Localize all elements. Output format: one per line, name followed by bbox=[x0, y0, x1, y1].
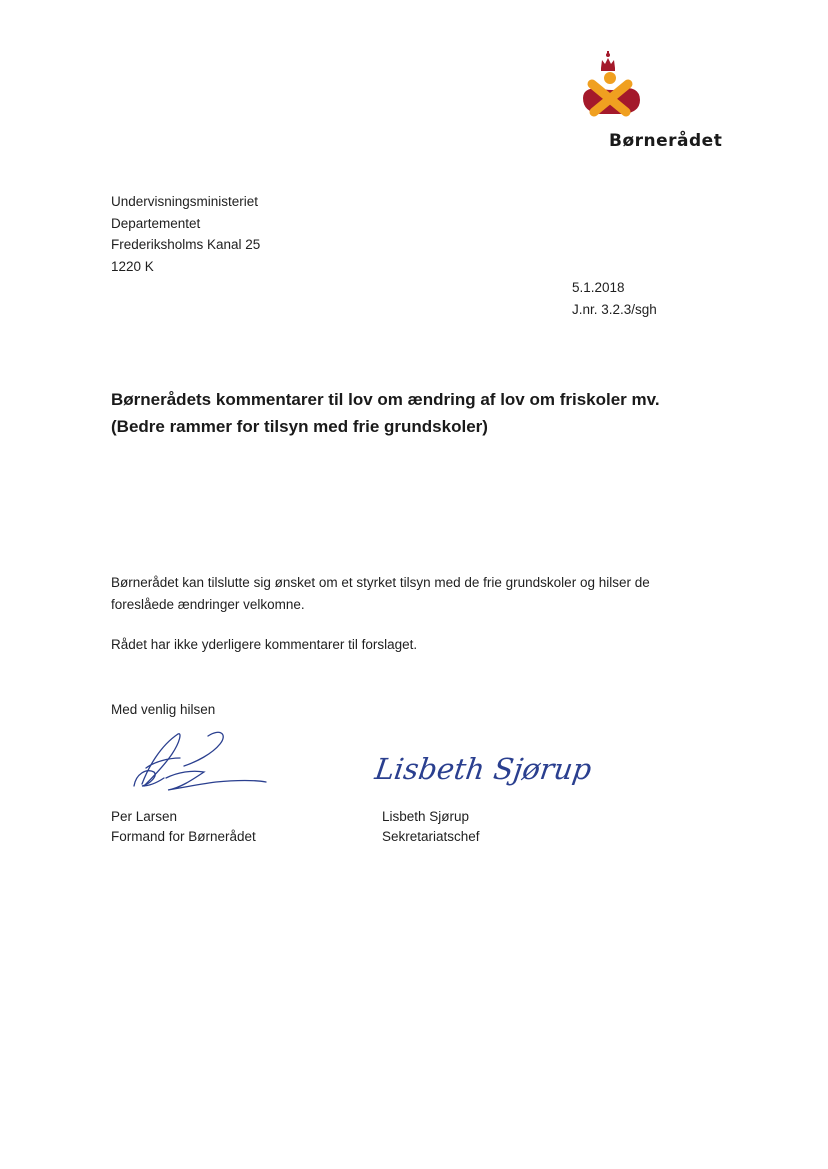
signer-name: Lisbeth Sjørup bbox=[382, 809, 470, 824]
body-paragraph-2: Rådet har ikke yderligere kommentarer til forslaget. bbox=[111, 637, 418, 652]
signer-lisbeth-sjorup bbox=[382, 807, 480, 847]
body-paragraph-1 bbox=[111, 572, 711, 616]
handwritten-signature-icon bbox=[120, 728, 280, 800]
crowned-child-logo-icon bbox=[578, 48, 648, 126]
body-line: Børnerådet kan tilslutte sig ønsket om et styrket tilsyn med de frie grundskoler og hilser de bbox=[111, 575, 650, 590]
address-line: Departementet bbox=[111, 215, 201, 231]
letter-heading bbox=[111, 386, 660, 440]
signer-per-larsen bbox=[111, 807, 256, 847]
heading-line-2: (Bedre rammer for tilsyn med frie grundskoler) bbox=[111, 417, 488, 436]
signer-name: Per Larsen bbox=[111, 809, 178, 824]
journal-number: J.nr. 3.2.3/sgh bbox=[572, 301, 657, 317]
body-line: foreslåede ændringer velkomne. bbox=[111, 597, 305, 612]
recipient-address bbox=[111, 191, 260, 277]
address-line: Undervisningsministeriet bbox=[111, 194, 259, 209]
signature-lisbeth-sjorup bbox=[372, 735, 594, 795]
organization-name: Børnerådet bbox=[609, 131, 723, 151]
signature-per-larsen bbox=[120, 728, 280, 800]
letter-body bbox=[111, 572, 711, 656]
signature-text: Lisbeth Sjørup bbox=[372, 752, 594, 786]
letter-date: 5.1.2018 bbox=[572, 280, 625, 295]
signer-title: Sekretariatschef bbox=[382, 829, 480, 844]
borneraadet-logo bbox=[578, 48, 648, 126]
closing-salutation: Med venlig hilsen bbox=[111, 702, 216, 717]
letter-meta bbox=[572, 277, 657, 320]
signer-title: Formand for Børnerådet bbox=[111, 829, 256, 844]
address-line: Frederiksholms Kanal 25 bbox=[111, 237, 261, 252]
handwritten-signature-icon bbox=[372, 735, 594, 795]
heading-line-1: Børnerådets kommentarer til lov om ændring af lov om friskoler mv. bbox=[111, 390, 660, 409]
address-line: 1220 K bbox=[111, 258, 154, 274]
